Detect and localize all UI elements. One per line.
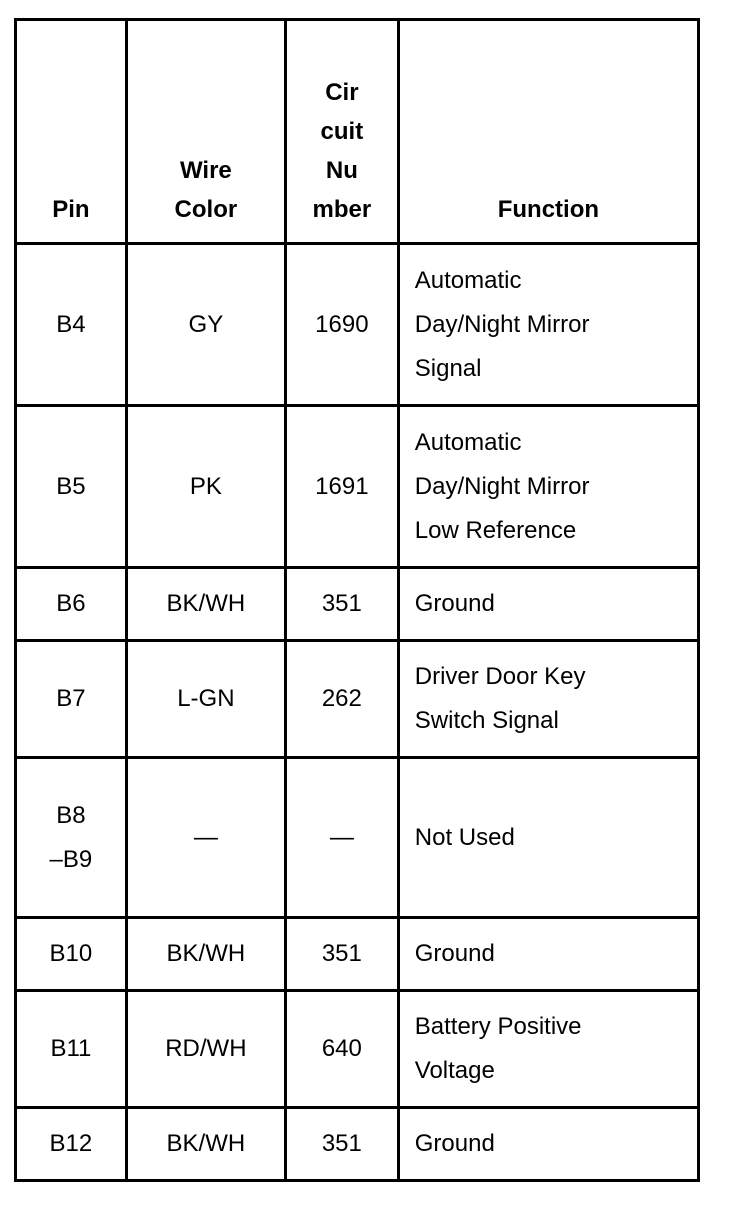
table-header-row	[16, 20, 699, 244]
cell-function: Ground	[398, 568, 698, 641]
cell-pin: B6	[16, 568, 127, 641]
header-wire-color: Wire Color	[126, 20, 285, 244]
cell-pin: B8 –B9	[16, 758, 127, 918]
header-function: Function	[398, 20, 698, 244]
cell-pin: B7	[16, 641, 127, 758]
cell-circuit-number: —	[285, 758, 398, 918]
cell-function: Not Used	[398, 758, 698, 918]
cell-pin: B12	[16, 1108, 127, 1181]
table-row	[16, 758, 699, 918]
cell-wire-color: BK/WH	[126, 568, 285, 641]
cell-circuit-number: 640	[285, 991, 398, 1108]
cell-circuit-number: 1691	[285, 406, 398, 568]
pin-table	[14, 18, 700, 1182]
cell-function: Automatic Day/Night Mirror Signal	[398, 244, 698, 406]
cell-pin: B5	[16, 406, 127, 568]
cell-function: Ground	[398, 918, 698, 991]
cell-wire-color: PK	[126, 406, 285, 568]
cell-function: Ground	[398, 1108, 698, 1181]
cell-circuit-number: 351	[285, 1108, 398, 1181]
cell-wire-color: L-GN	[126, 641, 285, 758]
cell-wire-color: GY	[126, 244, 285, 406]
cell-wire-color: BK/WH	[126, 918, 285, 991]
table-row	[16, 641, 699, 758]
cell-function: Driver Door Key Switch Signal	[398, 641, 698, 758]
cell-circuit-number: 1690	[285, 244, 398, 406]
table-row	[16, 918, 699, 991]
cell-pin: B4	[16, 244, 127, 406]
cell-circuit-number: 351	[285, 568, 398, 641]
cell-circuit-number: 262	[285, 641, 398, 758]
table-row	[16, 244, 699, 406]
cell-wire-color: BK/WH	[126, 1108, 285, 1181]
cell-wire-color: —	[126, 758, 285, 918]
cell-wire-color: RD/WH	[126, 991, 285, 1108]
cell-circuit-number: 351	[285, 918, 398, 991]
header-pin: Pin	[16, 20, 127, 244]
table-row	[16, 1108, 699, 1181]
cell-function: Battery Positive Voltage	[398, 991, 698, 1108]
table-row	[16, 991, 699, 1108]
cell-pin: B10	[16, 918, 127, 991]
table-row	[16, 568, 699, 641]
cell-pin: B11	[16, 991, 127, 1108]
header-circuit-number: Cir cuit Nu mber	[285, 20, 398, 244]
table-row	[16, 406, 699, 568]
cell-function: Automatic Day/Night Mirror Low Reference	[398, 406, 698, 568]
